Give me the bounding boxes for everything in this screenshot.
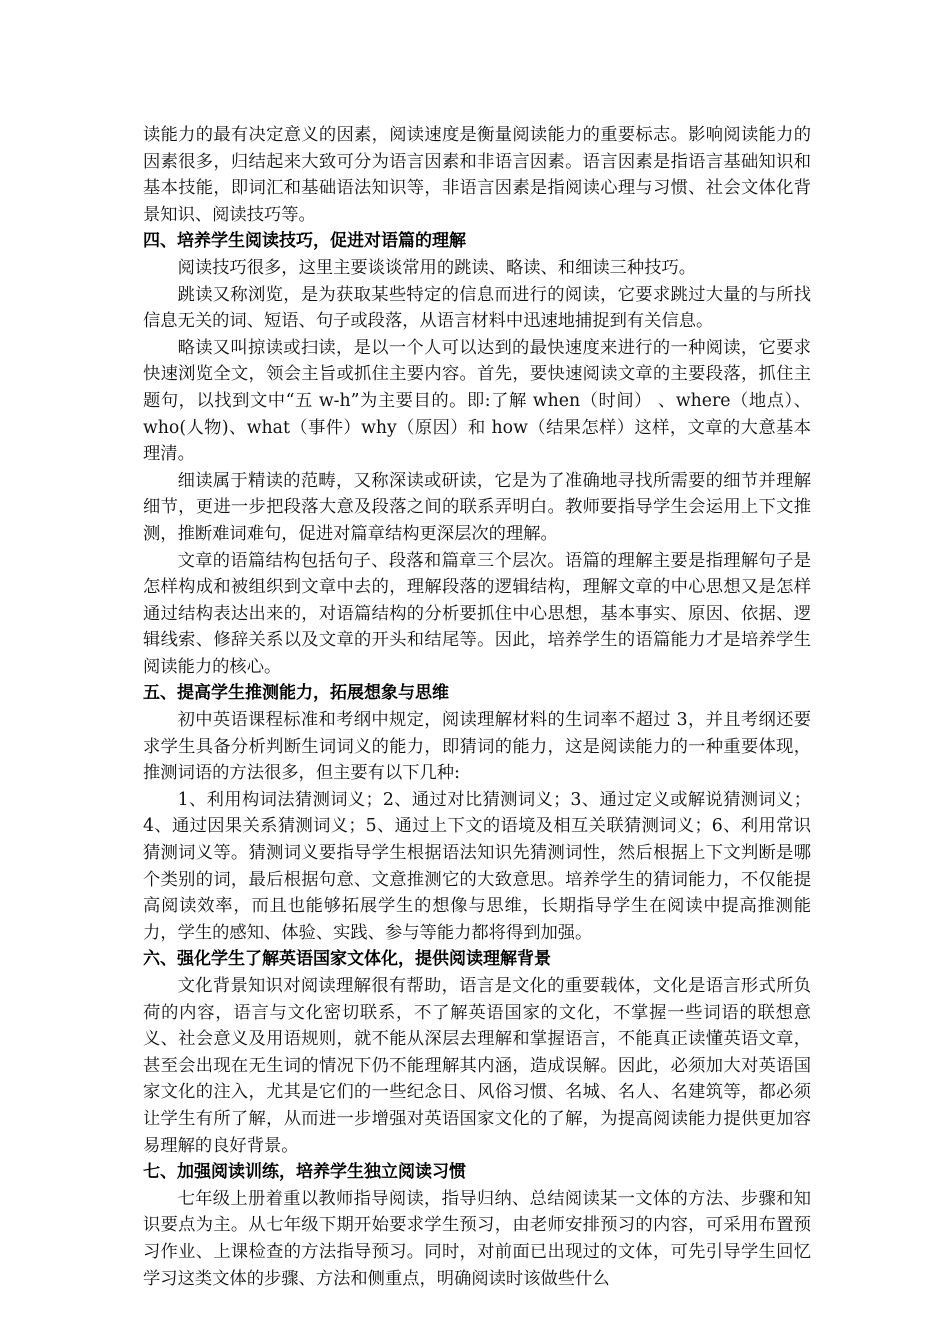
section-heading-5: 五、提高学生推测能力，拓展想象与思维: [143, 683, 449, 704]
section-heading-4: 四、培养学生阅读技巧，促进对语篇的理解: [143, 231, 466, 252]
section-heading-6: 六、强化学生了解英语国家文体化，提供阅读理解背景: [143, 949, 551, 970]
section-heading-7: 七、加强阅读训练，培养学生独立阅读习惯: [143, 1162, 466, 1183]
paragraph-skills-overview: 阅读技巧很多，这里主要谈谈常用的跳读、略读、和细读三种技巧。: [177, 257, 697, 278]
paragraph-skimming: 略读又叫掠读或扫读，是以一个人可以达到的最快速度来进行的一种阅读，它要求快速浏览全文，领会主旨或抓住主要内容。首先，要快速阅读文章的主要段落，抓住主题句，以找到文中“五 w-h”为主要目的。即:了解 when（时间） 、where（地点）、who(人物)、what（事件）why（原因）和 how（结果怎样）这样，文章的大意基本理清。: [143, 337, 811, 465]
paragraph-scanning: 跳读又称浏览，是为获取某些特定的信息而进行的阅读，它要求跳过大量的与所找信息无关的词、短语、句子或段落，从语言材料中迅速地捕捉到有关信息。: [143, 284, 811, 332]
paragraph-guessing-methods: 1、利用构词法猜测词义；2、通过对比猜测词义；3、通过定义或解说猜测词义；4、通过因果关系猜测词义；5、通过上下文的语境及相互关联猜测词义；6、利用常识猜测词义等。猜测词义要指导学生根据语法知识先猜测词性，然后根据上下文判断是哪个类别的词，最后根据句意、文意推测它的大致意思。培养学生的猜词能力，不仅能提高阅读效率，而且也能够拓展学生的想像与思维，长期指导学生在阅读中提高推测能力，学生的感知、体验、实践、参与等能力都将得到加强。: [143, 789, 811, 943]
paragraph-intro-continued: 读能力的最有决定意义的因素，阅读速度是衡量阅读能力的重要标志。影响阅读能力的因素很多，归结起来大致可分为语言因素和非语言因素。语言因素是指语言基础知识和基本技能，即词汇和基础语法知识等，非语言因素是指阅读心理与习惯、社会文体化背景知识、阅读技巧等。: [143, 125, 811, 225]
document-page: [143, 122, 811, 1292]
paragraph-inference-intro: 初中英语课程标准和考纲中规定，阅读理解材料的生词率不超过 3，并且考纲还要求学生具备分析判断生词词义的能力，即猜词的能力，这是阅读能力的一种重要体现，推测词语的方法很多，但主要有以下几种:: [143, 710, 811, 784]
paragraph-reading-training: 七年级上册着重以教师指导阅读，指导归纳、总结阅读某一文体的方法、步骤和知识要点为主。从七年级下期开始要求学生预习，由老师安排预习的内容，可采用布置预习作业、上课检查的方法指导预习。同时，对前面已出现过的文体，可先引导学生回忆学习这类文体的步骤、方法和侧重点，明确阅读时该做些什么: [143, 1188, 811, 1289]
paragraph-discourse-structure: 文章的语篇结构包括句子、段落和篇章三个层次。语篇的理解主要是指理解句子是怎样构成和被组织到文章中去的，理解段落的逻辑结构，理解文章的中心思想又是怎样通过结构表达出来的，对语篇结构的分析要抓住中心思想，基本事实、原因、依据、逻辑线索、修辞关系以及文章的开头和结尾等。因此，培养学生的语篇能力才是培养学生阅读能力的核心。: [143, 550, 811, 677]
paragraph-cultural-background: 文化背景知识对阅读理解很有帮助，语言是文化的重要载体，文化是语言形式所负荷的内容，语言与文化密切联系，不了解英语国家的文化，不掌握一些词语的联想意义、社会意义及用语规则，就不能从深层去理解和掌握语言，不能真正读懂英语文章，甚至会出现在无生词的情况下仍不能理解其内涵，造成误解。因此，必须加大对英语国家文化的注入，尤其是它们的一些纪念日、风俗习惯、名城、名人、名建筑等，都必须让学生有所了解，从而进一步增强对英语国家文化的了解，为提高阅读能力提供更加容易理解的良好背景。: [143, 976, 811, 1156]
paragraph-close-reading: 细读属于精读的范畴，又称深读或研读，它是为了准确地寻找所需要的细节并理解细节，更进一步把段落大意及段落之间的联系弄明白。教师要指导学生会运用上下文推测，推断难词难句，促进对篇章结构更深层次的理解。: [143, 470, 811, 544]
